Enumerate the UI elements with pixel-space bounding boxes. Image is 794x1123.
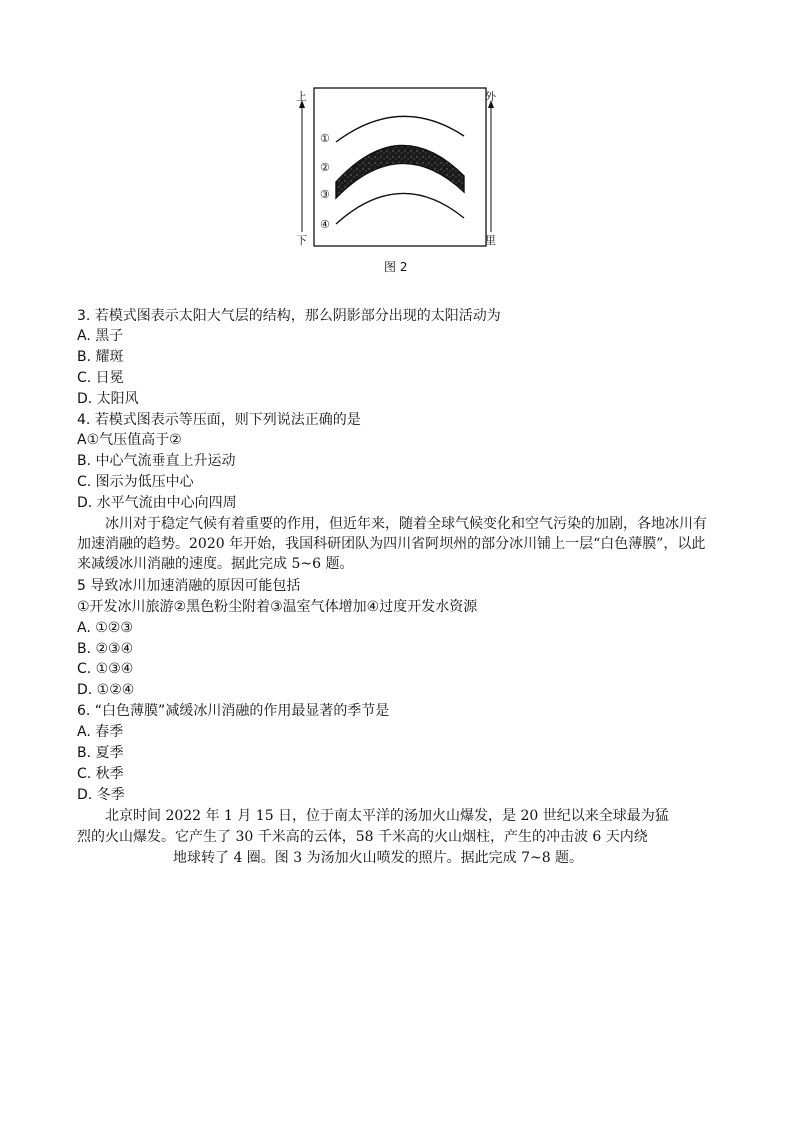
q6-option-c: C. 秋季 [77,766,124,782]
q5-option-c: C. ①③④ [77,661,134,677]
top-label: 上 [296,90,307,103]
q3-option-a: A. 黑子 [77,328,124,344]
layer-4-curve [336,193,464,224]
q3-option-b: B. 耀斑 [77,349,124,365]
passage-tonga-line-3: 地球转了 4 圈。图 3 为汤加火山喷发的照片。据此完成 7~8 题。 [173,850,584,866]
q6-stem: 6. “白色薄膜”减缓冰川消融的作用最显著的季节是 [77,703,390,719]
outer-label: 外 [485,90,496,103]
q4-option-c: C. 图示为低压中心 [77,474,194,490]
shaded-layer-2 [336,145,464,198]
layer-diagram [290,84,510,274]
passage-tonga-line-1: 北京时间 2022 年 1 月 15 日，位于南太平洋的汤加火山爆发，是 20 世纪以来全球最为猛 [105,808,669,824]
q6-option-a: A. 春季 [77,724,124,740]
q5-option-a: A. ①②③ [77,620,133,636]
q3-option-c: C. 日冕 [77,370,124,386]
bottom-label: 下 [296,234,307,247]
q4-option-a: A①气压值高于② [77,432,182,448]
q4-stem: 4. 若模式图表示等压面，则下列说法正确的是 [77,412,361,428]
inner-label: 里 [485,234,496,247]
q4-option-b: B. 中心气流垂直上升运动 [77,453,236,469]
figure-frame [314,88,486,246]
layer-1-curve [336,116,464,142]
q5-stem: 5 导致冰川加速消融的原因可能包括 [77,578,301,594]
passage-glacier: 冰川对于稳定气候有着重要的作用，但近年来，随着全球气候变化和空气污染的加剧，各地冰川有加速消融的趋势。2020 年开始，我国科研团队为四川省阿坝州的部分冰川铺上一层“白色薄膜”，以此来减缓冰川消融的速度。据此完成 5~6 题。 [77,516,707,572]
q5-option-b: B. ②③④ [77,641,134,657]
layer-label-2: ② [320,161,330,174]
figure-2 [290,84,510,274]
q4-option-d: D. 水平气流由中心向四周 [77,495,237,511]
figure-caption: 图 2 [384,260,408,274]
q6-option-d: D. 冬季 [77,787,125,803]
q5-option-d: D. ①②④ [77,682,135,698]
q5-items: ①开发冰川旅游②黑色粉尘附着③温室气体增加④过度开发水资源 [77,599,478,615]
passage-tonga-line-2: 烈的火山爆发。它产生了 30 千米高的云体，58 千米高的火山烟柱，产生的冲击波 6 天内绕 [77,829,648,845]
q3-option-d: D. 太阳风 [77,391,139,407]
layer-label-1: ① [320,132,330,145]
layer-label-3: ③ [320,188,330,201]
layer-label-4: ④ [320,218,330,231]
q3-stem: 3. 若模式图表示太阳大气层的结构，那么阴影部分出现的太阳活动为 [77,308,501,324]
q6-option-b: B. 夏季 [77,745,124,761]
